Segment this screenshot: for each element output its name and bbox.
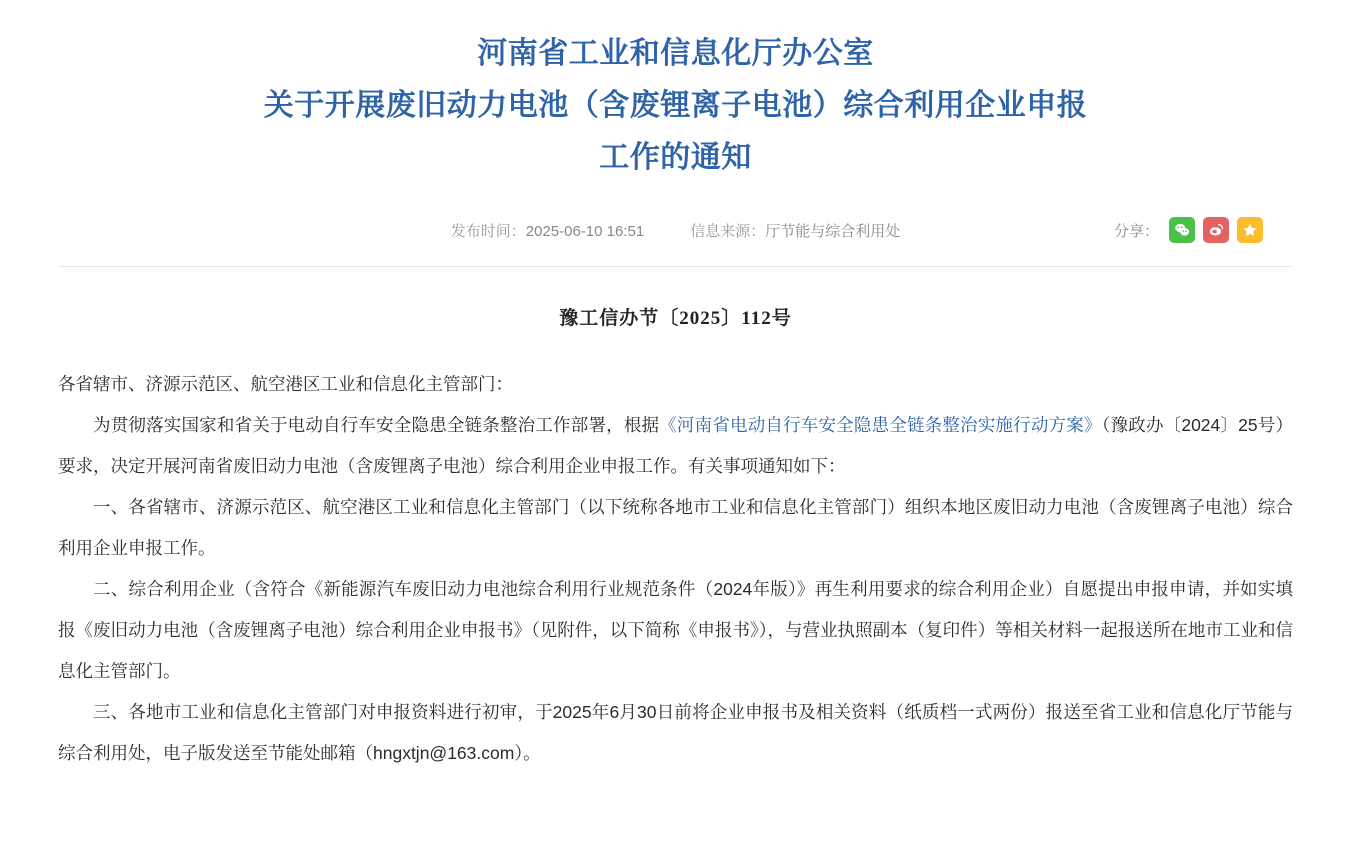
title-line-2: 关于开展废旧动力电池（含废锂离子电池）综合利用企业申报 (263, 89, 1088, 122)
info-source-label: 信息来源： (690, 222, 766, 240)
intro-text-b: （豫政办〔2024〕25号）要求，决定开展河南省废旧动力电池（含废锂离子电池）综合利用企业申报工作。有关事项通知如下： (58, 415, 1294, 476)
publish-time (451, 220, 644, 241)
article-two-paragraph: 二、综合利用企业（含符合《新能源汽车废旧动力电池综合利用行业规范条件（2024年版）》再生利用要求的综合利用企业）自愿提出申报申请，并如实填报《废旧动力电池（含废锂离子电池）综合利用企业申报书》（见附件，以下简称《申报书》），与营业执照副本（复印件）等相关材料一起报送所在地市工业和信息化主管部门。 (58, 579, 1293, 681)
qzone-share-icon[interactable] (1237, 217, 1263, 243)
info-source (690, 220, 900, 241)
publish-time-label: 发布时间： (450, 222, 526, 240)
page-title (0, 0, 1351, 184)
publish-time-value: 2025-06-10 16:51 (525, 222, 645, 240)
info-source-value: 厅节能与综合利用处 (765, 222, 901, 240)
article-three-paragraph: 三、各地市工业和信息化主管部门对申报资料进行初审，于2025年6月30日前将企业申报书及相关资料（纸质档一式两份）报送至省工业和信息化厅节能与综合利用处，电子版发送至节能处邮箱（hngxtjn@163.com）。 (58, 702, 1293, 763)
title-line-3: 工作的通知 (599, 141, 752, 174)
document-body (58, 364, 1293, 774)
wechat-share-icon[interactable] (1169, 217, 1195, 243)
document-number: 豫工信办节〔2025〕112号 (559, 308, 792, 329)
share-bar (1114, 217, 1263, 243)
header-divider (58, 266, 1293, 267)
intro-paragraph (58, 405, 1293, 487)
intro-text-a: 为贯彻落实国家和省关于电动自行车安全隐患全链条整治工作部署，根据 (93, 415, 660, 435)
weibo-share-icon[interactable] (1203, 217, 1229, 243)
document-meta-bar (0, 210, 1351, 250)
title-line-1: 河南省工业和信息化厅办公室 (477, 37, 874, 70)
policy-document-link[interactable]: 《河南省电动自行车安全隐患全链条整治实施行动方案》 (659, 415, 1102, 435)
article-one-paragraph: 一、各省辖市、济源示范区、航空港区工业和信息化主管部门（以下统称各地市工业和信息化主管部门）组织本地区废旧动力电池（含废锂离子电池）综合利用企业申报工作。 (58, 497, 1293, 558)
salutation-paragraph: 各省辖市、济源示范区、航空港区工业和信息化主管部门： (58, 374, 513, 394)
meta-center (451, 220, 900, 241)
share-label: 分享： (1113, 222, 1159, 240)
